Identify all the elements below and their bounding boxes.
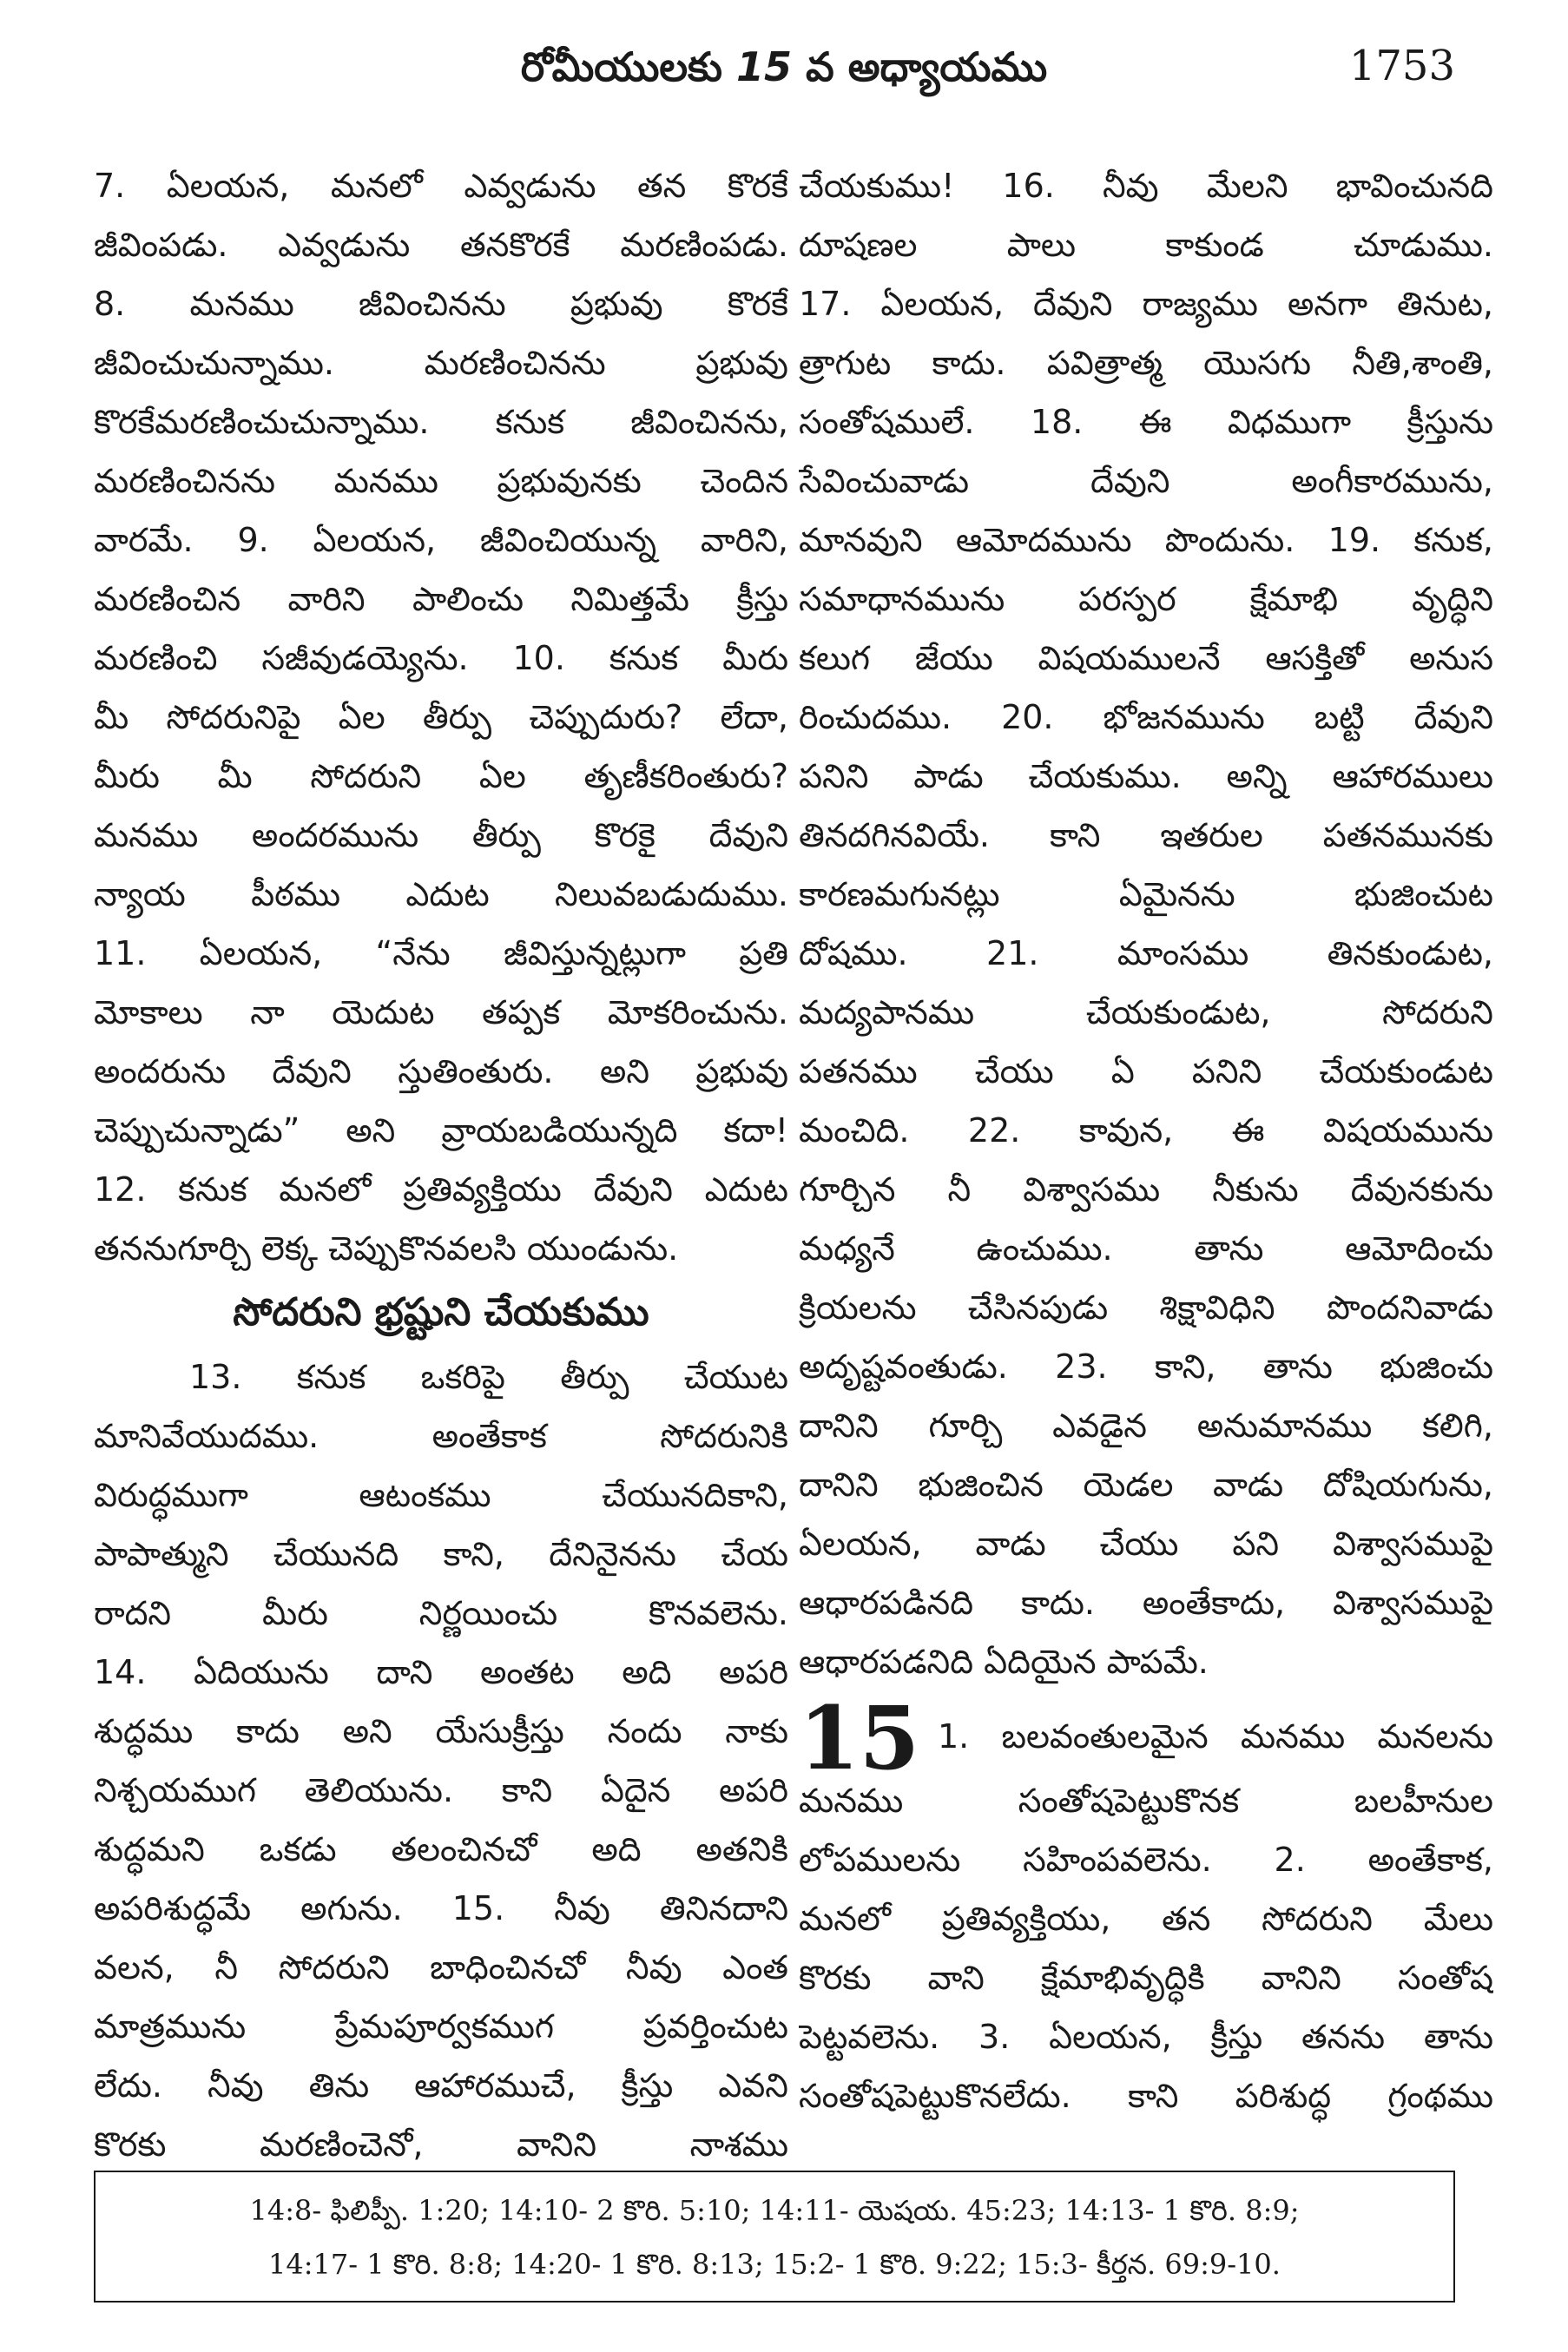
text-line: పనిని పాడు చేయకుము. అన్ని ఆహారములు (799, 757, 1493, 795)
text-line: 11. ఏలయన, “నేను జీవిస్తున్నట్లుగా ప్రతి (94, 934, 788, 972)
chapter-number: 15 (799, 1687, 920, 1789)
text-line: మరణించి సజీవుడయ్యెను. 10. కనుక మీరు (94, 639, 788, 677)
text-line: వారమే. 9. ఏలయన, జీవించియున్న వారిని, (94, 521, 788, 559)
text-line: మరణించిన వారిని పాలించు నిమిత్తమే క్రీస్తు (94, 580, 788, 618)
title-suffix: వ అధ్యాయము (805, 43, 1048, 90)
text-line: కొరకు మరణించెనో, వానిని నాశము (94, 2125, 788, 2164)
text-line: మీ సోదరునిపై ఏల తీర్పు చెప్పుదురు? లేదా, (94, 698, 788, 736)
text-line: దూషణల పాలు కాకుండ చూడుము. (799, 226, 1493, 264)
text-line: చేయకుము! 16. నీవు మేలని భావించునది (799, 167, 1493, 205)
cross-reference-line: 14:8- ఫిలిప్పీ. 1:20; 14:10- 2 కొరి. 5:10; 14:11- యెషయ. 45:23; 14:13- 1 కొరి. 8:9; (249, 2194, 1300, 2227)
text-line: ఆధారపడనిది ఏదియైన పాపమే. (799, 1643, 1209, 1681)
text-line: జీవించుచున్నాము. మరణించినను ప్రభువు (94, 344, 788, 382)
text-line: లోపములను సహింపవలెను. 2. అంతేకాక, (799, 1841, 1493, 1879)
text-line: 12. కనుక మనలో ప్రతివ్యక్తియు దేవుని ఎదుట (94, 1170, 788, 1209)
text-line: 14. ఏదియును దాని అంతట అది అపరి (94, 1653, 788, 1691)
left-column (94, 156, 788, 2174)
section-heading: సోదరుని భ్రష్టుని చేయకుము (233, 1290, 649, 1334)
text-line: అందరును దేవుని స్తుతింతురు. అని ప్రభువు (94, 1052, 788, 1090)
text-line: ఆధారపడినది కాదు. అంతేకాదు, విశ్వాసముపై (799, 1584, 1493, 1622)
text-line: మద్యపానము చేయకుండుట, సోదరుని (799, 993, 1493, 1031)
text-line: త్రాగుట కాదు. పవిత్రాత్మ యొసగు నీతి,శాంతి, (799, 344, 1493, 382)
text-line: నిశ్చయముగ తెలియును. కాని ఏదైన అపరి (94, 1771, 788, 1809)
cross-reference-line: 14:17- 1 కొరి. 8:8; 14:20- 1 కొరి. 8:13; 15:2- 1 కొరి. 9:22; 15:3- కీర్తన. 69:9-10. (268, 2248, 1281, 2281)
text-line: 17. ఏలయన, దేవుని రాజ్యము అనగా తినుట, (799, 285, 1493, 323)
text-line: సేవించువాడు దేవుని అంగీకారమును, (799, 462, 1493, 500)
text-line: క్రియలను చేసినపుడు శిక్షావిధిని పొందనివాడు (799, 1288, 1493, 1327)
text-line: పాపాత్ముని చేయునది కాని, దేనినైనను చేయ (94, 1535, 788, 1573)
text-line: కొరకేమరణించుచున్నాము. కనుక జీవించినను, (94, 403, 788, 441)
text-line: మరణించినను మనము ప్రభువునకు చెందిన (94, 462, 788, 500)
text-line: మనలో ప్రతివ్యక్తియు, తన సోదరుని మేలు (799, 1900, 1493, 1938)
text-line: కారణమగునట్లు ఏమైనను భుజించుట (799, 875, 1493, 913)
cross-reference-box (94, 2171, 1455, 2303)
text-line: మానవుని ఆమోదమును పొందును. 19. కనుక, (799, 521, 1493, 559)
right-column (799, 156, 1493, 2125)
text-line: అపరిశుద్ధమే అగును. 15. నీవు తినినదాని (94, 1889, 788, 1927)
text-line: 8. మనము జీవించినను ప్రభువు కొరకే (94, 285, 788, 323)
text-line: 13. కనుక ఒకరిపై తీర్పు చేయుట (189, 1358, 788, 1396)
text-line: మోకాలు నా యెదుట తప్పక మోకరించును. (94, 993, 788, 1031)
text-line: మధ్యనే ఉంచుము. తాను ఆమోదించు (799, 1229, 1493, 1268)
text-line: సంతోషపెట్టుకొనలేదు. కాని పరిశుద్ధ గ్రంథము (799, 2077, 1493, 2115)
text-line: శుద్ధమని ఒకడు తలంచినచో అది అతనికి (94, 1830, 788, 1868)
text-line: కలుగ జేయు విషయములనే ఆసక్తితో అనుస (799, 639, 1493, 677)
text-line: విరుద్ధముగా ఆటంకము చేయునదికాని, (94, 1476, 788, 1514)
text-line: మంచిది. 22. కావున, ఈ విషయమును (799, 1111, 1493, 1150)
text-line: జీవింపడు. ఎవ్వడును తనకొరకే మరణింపడు. (94, 226, 788, 264)
text-line: దానిని గూర్చి ఎవడైన అనుమానము కలిగి, (799, 1407, 1493, 1445)
text-line: సమాధానమును పరస్పర క్షేమాభి వృద్ధిని (799, 580, 1493, 618)
page-header (0, 35, 1568, 104)
text-line: మనము సంతోషపెట్టుకొనక బలహీనుల (799, 1782, 1493, 1820)
text-line: మనము అందరమును తీర్పు కొరకై దేవుని (94, 816, 788, 854)
page-number: 1753 (1348, 42, 1455, 90)
text-line: 1. బలవంతులమైన మనము మనలను (938, 1717, 1493, 1756)
title-chapter-number: 15 (735, 43, 792, 90)
text-line: తినదగినవియే. కాని ఇతరుల పతనమునకు (799, 816, 1493, 854)
text-line: మానివేయుదము. అంతేకాక సోదరునికి (94, 1417, 788, 1455)
text-line: కొరకు వాని క్షేమాభివృద్ధికి వానిని సంతోష (799, 1959, 1493, 1997)
text-line: గూర్చిన నీ విశ్వాసము నీకును దేవునకును (799, 1170, 1493, 1209)
text-line: పతనము చేయు ఏ పనిని చేయకుండుట (799, 1052, 1493, 1090)
title-prefix: రోమీయులకు (520, 43, 722, 90)
running-title (0, 43, 1568, 101)
text-line: మీరు మీ సోదరుని ఏల తృణీకరింతురు? (94, 757, 788, 795)
text-line: దానిని భుజించిన యెడల వాడు దోషియగును, (799, 1466, 1493, 1504)
text-line: వలన, నీ సోదరుని బాధించినచో నీవు ఎంత (94, 1948, 788, 1986)
text-line: శుద్ధము కాదు అని యేసుక్రీస్తు నందు నాకు (94, 1712, 788, 1750)
text-line: సంతోషములే. 18. ఈ విధముగా క్రీస్తును (799, 403, 1493, 441)
text-line: అదృష్టవంతుడు. 23. కాని, తాను భుజించు (799, 1347, 1493, 1386)
text-line: దోషము. 21. మాంసము తినకుండుట, (799, 934, 1493, 972)
text-line: చెప్పుచున్నాడు” అని వ్రాయబడియున్నది కదా! (94, 1111, 788, 1150)
text-line: లేదు. నీవు తిను ఆహారముచే, క్రీస్తు ఎవని (94, 2066, 788, 2105)
text-line: రాదని మీరు నిర్ణయించు కొనవలెను. (94, 1594, 788, 1632)
chapter-start (799, 1687, 1493, 1789)
text-line: రించుదము. 20. భోజనమును బట్టి దేవుని (799, 698, 1493, 736)
text-line: 7. ఏలయన, మనలో ఎవ్వడును తన కొరకే (94, 167, 788, 205)
text-line: తననుగూర్చి లెక్క చెప్పుకొనవలసి యుండును. (94, 1229, 679, 1268)
text-line: పెట్టవలెను. 3. ఏలయన, క్రీస్తు తనను తాను (799, 2018, 1493, 2056)
text-line: న్యాయ పీఠము ఎదుట నిలువబడుదుము. (94, 875, 788, 913)
text-line: ఏలయన, వాడు చేయు పని విశ్వాసముపై (799, 1525, 1493, 1563)
text-line: మాత్రమును ప్రేమపూర్వకముగ ప్రవర్తించుట (94, 2007, 788, 2046)
